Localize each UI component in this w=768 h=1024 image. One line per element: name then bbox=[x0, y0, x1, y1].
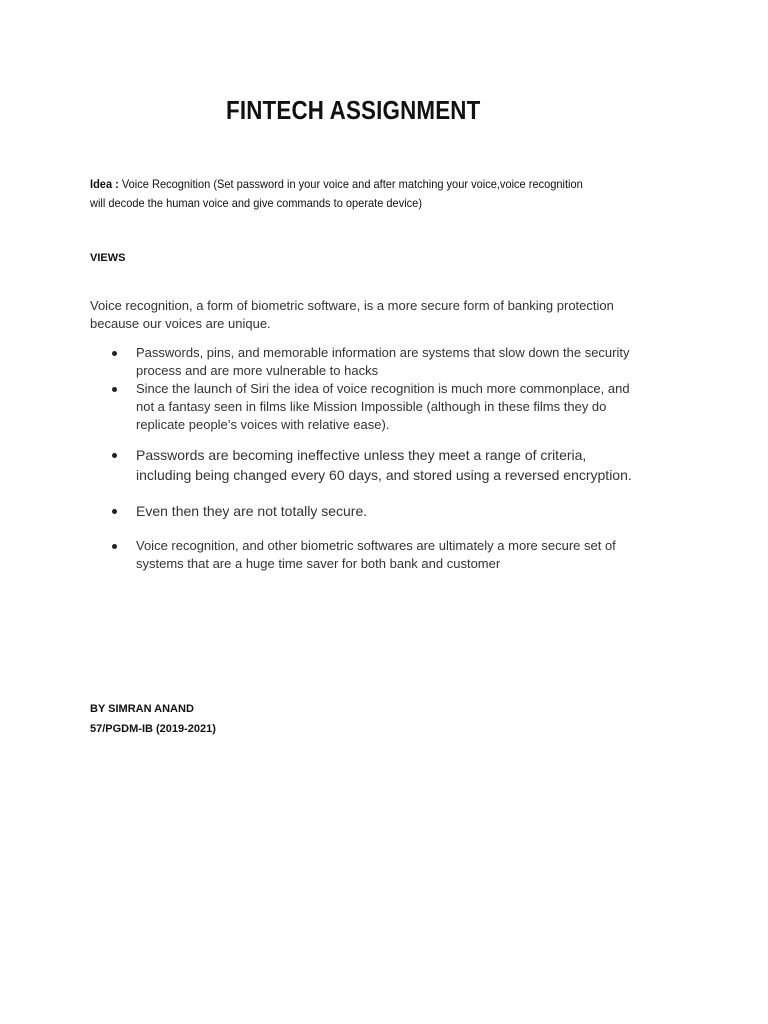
list-item bbox=[90, 380, 710, 434]
bullet-2-line-3: replicate people’s voices with relative ease). bbox=[136, 417, 390, 432]
idea-line-1 bbox=[90, 175, 679, 194]
idea-label: Idea : bbox=[90, 177, 119, 191]
intro-line-2: because our voices are unique. bbox=[90, 316, 271, 331]
idea-text-2: will decode the human voice and give commands to operate device) bbox=[90, 196, 423, 210]
intro-paragraph bbox=[90, 297, 690, 333]
bullet-5-line-1: Voice recognition, and other biometric softwares are ultimately a more secure set of bbox=[136, 538, 616, 553]
author-name: BY SIMRAN ANAND bbox=[90, 703, 194, 715]
bullet-4-line-1: Even then they are not totally secure. bbox=[136, 503, 368, 519]
views-bullet-list bbox=[90, 344, 710, 573]
author-details: 57/PGDM-IB (2019-2021) bbox=[90, 723, 216, 735]
idea-paragraph bbox=[90, 175, 730, 213]
intro-line-1: Voice recognition, a form of biometric software, is a more secure form of banking protection bbox=[90, 298, 614, 313]
bullet-icon bbox=[112, 387, 117, 392]
bullet-icon bbox=[112, 509, 117, 514]
bullet-5-line-2: systems that are a huge time saver for both bank and customer bbox=[136, 556, 501, 571]
author-byline bbox=[90, 699, 216, 739]
list-item bbox=[90, 344, 710, 380]
page-title: FINTECH ASSIGNMENT bbox=[226, 95, 481, 125]
list-item bbox=[90, 445, 710, 485]
idea-text-1: Voice Recognition (Set password in your voice and after matching your voice,voice recognition bbox=[121, 177, 583, 191]
section-heading-views: VIEWS bbox=[90, 252, 126, 264]
list-item bbox=[90, 501, 710, 521]
bullet-3-line-2: including being changed every 60 days, and stored using a reversed encryption. bbox=[136, 467, 632, 483]
list-item bbox=[90, 537, 710, 573]
bullet-icon bbox=[112, 453, 117, 458]
bullet-2-line-1: Since the launch of Siri the idea of voice recognition is much more commonplace, and bbox=[136, 381, 630, 396]
bullet-1-line-1: Passwords, pins, and memorable information are systems that slow down the security bbox=[136, 345, 630, 360]
bullet-icon bbox=[112, 544, 117, 549]
bullet-2-line-2: not a fantasy seen in films like Mission Impossible (although in these films they do bbox=[136, 399, 607, 414]
bullet-3-line-1: Passwords are becoming ineffective unless they meet a range of criteria, bbox=[136, 447, 587, 463]
bullet-icon bbox=[112, 351, 117, 356]
bullet-1-line-2: process and are more vulnerable to hacks bbox=[136, 363, 379, 378]
